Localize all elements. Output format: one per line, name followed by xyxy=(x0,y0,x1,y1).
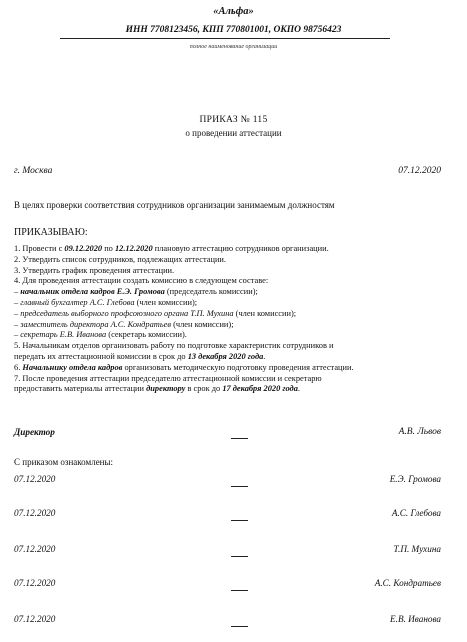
acquaintance-date: 07.12.2020 xyxy=(14,578,56,588)
order-item: передать их аттестационной комиссии в срок до 13 декабря 2020 года. xyxy=(14,351,266,361)
order-item: 7. После проведения аттестации председателю аттестационной комиссии и секретарю xyxy=(14,373,322,383)
order-items xyxy=(14,244,454,395)
order-item: 5. Начальникам отделов организовать работу по подготовке характеристик сотрудников и xyxy=(14,341,334,351)
order-item: 3. Утвердить график проведения аттестации. xyxy=(14,265,175,275)
acquaintance-name: А.С. Глебова xyxy=(391,508,441,518)
order-item: 2. Утвердить список сотрудников, подлежащих аттестации. xyxy=(14,254,227,264)
order-item: 4. Для проведения аттестации создать комиссию в следующем составе: xyxy=(14,276,269,286)
order-command: ПРИКАЗЫВАЮ: xyxy=(14,227,88,238)
acquaintance-date: 07.12.2020 xyxy=(14,544,56,554)
acquaintance-name: Е.Э. Громова xyxy=(389,474,441,484)
acquaintance-row xyxy=(0,614,467,628)
acquaintance-name: Е.В. Иванова xyxy=(390,614,441,624)
acquaintance-date: 07.12.2020 xyxy=(14,508,56,518)
acquainted-title: С приказом ознакомлены: xyxy=(14,457,114,467)
commission-member: – заместитель директора А.С. Кондратьев (член комиссии); xyxy=(14,319,234,329)
organization-name: «Альфа» xyxy=(213,6,254,17)
commission-member: – начальник отдела кадров Е.Э. Громова (председатель комиссии); xyxy=(14,287,258,297)
acquaintance-date: 07.12.2020 xyxy=(14,474,56,484)
commission-member: – секретарь Е.В. Иванова (секретарь комиссии). xyxy=(14,330,187,340)
acquaintance-signature-line xyxy=(231,626,248,627)
acquaintance-row xyxy=(0,578,467,592)
order-title: ПРИКАЗ № 115 xyxy=(199,115,268,125)
acquaintance-signature-line xyxy=(231,590,248,591)
order-city: г. Москва xyxy=(14,166,53,176)
organization-underline xyxy=(60,38,390,39)
acquaintance-row xyxy=(0,544,467,558)
order-subject: о проведении аттестации xyxy=(185,128,282,138)
order-item: 1. Провести с 09.12.2020 по 12.12.2020 плановую аттестацию сотрудников организации. xyxy=(14,244,329,253)
acquaintance-signature-line xyxy=(231,486,248,487)
acquaintance-signature-line xyxy=(231,520,248,521)
order-intro: В целях проверки соответствия сотрудников организации занимаемым должностям xyxy=(14,200,335,210)
acquaintance-name: А.С. Кондратьев xyxy=(374,578,441,588)
director-name: А.В. Львов xyxy=(398,427,441,437)
organization-codes: ИНН 7708123456, КПП 770801001, ОКПО 98756423 xyxy=(125,25,342,35)
acquaintance-date: 07.12.2020 xyxy=(14,614,56,624)
acquaintance-row xyxy=(0,474,467,488)
acquaintance-row xyxy=(0,508,467,522)
order-item: предоставить материалы аттестации директору в срок до 17 декабря 2020 года. xyxy=(14,384,300,394)
order-item: 6. Начальнику отдела кадров организовать методическую подготовку проведения аттестации. xyxy=(14,362,354,372)
order-date: 07.12.2020 xyxy=(398,166,441,176)
commission-member: – председатель выборного профсоюзного органа Т.П. Мухина (член комиссии); xyxy=(14,308,297,318)
organization-caption: полное наименование организации xyxy=(189,44,278,50)
director-title: Директор xyxy=(14,427,55,437)
director-signature-line xyxy=(231,438,248,439)
commission-member: – главный бухгалтер А.С. Глебова (член комиссии); xyxy=(14,297,198,307)
acquaintance-signature-line xyxy=(231,556,248,557)
acquaintance-name: Т.П. Мухина xyxy=(393,544,441,554)
